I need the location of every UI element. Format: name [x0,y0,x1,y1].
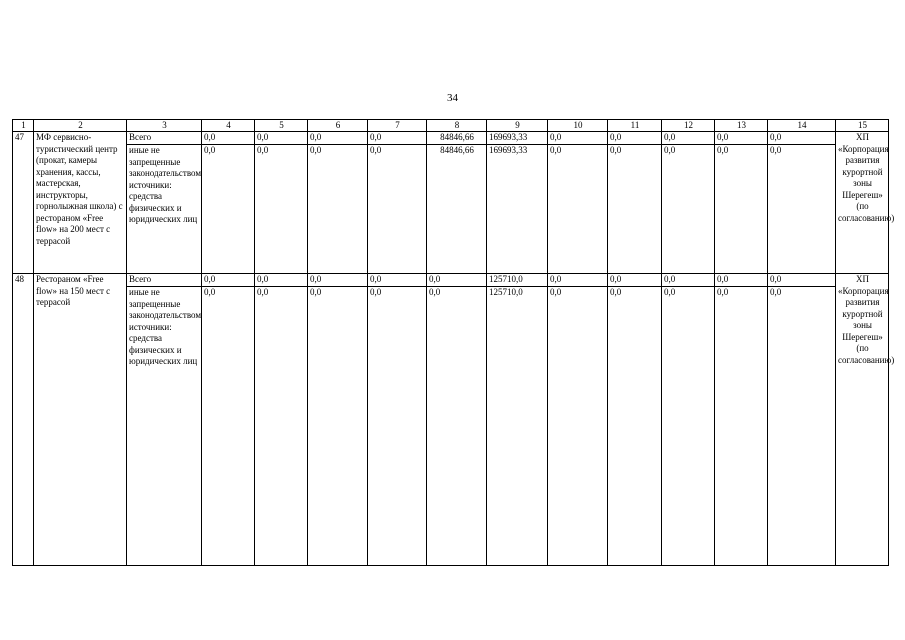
header-cell: 7 [368,120,427,132]
row-number: 47 [13,132,34,274]
table-row [13,274,889,287]
header-cell: 8 [427,120,487,132]
value-cell: 0,0 [427,274,487,287]
value-cell: 0,0 [662,132,715,145]
header-cell: 14 [768,120,836,132]
value-cell: 0,0 [662,274,715,287]
value-cell: 0,0 [202,145,255,274]
value-cell: 0,0 [715,287,768,566]
header-row [13,120,889,132]
object-name: МФ сервисно-туристический центр (прокат, камеры хранения, кассы, мастерская, инструкторы, горнолыжная школа) с рестораном «Free flow» на 200 мест с террасой [34,132,127,274]
header-cell: 6 [308,120,368,132]
value-cell: 0,0 [715,132,768,145]
table-row [13,287,889,566]
value-cell: 0,0 [608,145,662,274]
header-cell: 5 [255,120,308,132]
header-cell: 10 [548,120,608,132]
value-cell: 0,0 [548,287,608,566]
executor-cell [836,274,895,566]
value-cell: 0,0 [662,145,715,274]
value-cell: 0,0 [608,287,662,566]
value-cell: 0,0 [548,145,608,274]
value-cell: 0,0 [608,132,662,145]
value-cell: 125710,0 [487,274,548,287]
value-cell: 125710,0 [487,287,548,566]
value-cell: 0,0 [768,145,836,274]
value-cell: 0,0 [202,287,255,566]
value-cell: 0,0 [548,274,608,287]
value-cell: 0,0 [255,274,308,287]
header-cell: 13 [715,120,768,132]
value-cell: 0,0 [662,287,715,566]
executor-top: ХП [856,132,869,142]
value-cell: 0,0 [368,274,427,287]
executor-top: ХП [856,274,869,284]
header-cell: 4 [202,120,255,132]
header-cell: 15 [836,120,889,132]
value-cell: 0,0 [368,132,427,145]
value-cell: 0,0 [255,287,308,566]
value-cell: 0,0 [548,132,608,145]
value-cell: 0,0 [368,287,427,566]
value-cell: 0,0 [308,274,368,287]
value-cell: 0,0 [308,145,368,274]
page-number: 34 [447,92,458,104]
source-label: иные не запрещенные законодательством источники: средства физических и юридических лиц [127,287,202,566]
value-cell: 84846,66 [427,145,487,274]
table-row [13,145,889,274]
value-cell: 0,0 [715,145,768,274]
header-cell: 12 [662,120,715,132]
value-cell: 169693,33 [487,145,548,274]
executor-name: «Корпорация развития курортной зоны Шерегеш» (по согласованию) [838,285,895,365]
total-label: Всего [127,274,202,287]
value-cell: 0,0 [202,274,255,287]
header-cell: 3 [127,120,202,132]
value-cell: 0,0 [255,145,308,274]
value-cell: 0,0 [768,287,836,566]
value-cell: 0,0 [308,287,368,566]
budget-table [12,119,895,566]
object-name: Рестораном «Free flow» на 150 мест с террасой [34,274,127,566]
executor-name: «Корпорация развития курортной зоны Шерегеш» (по согласованию) [838,143,895,223]
executor-cell [836,132,895,274]
table-row [13,132,889,145]
header-cell: 2 [34,120,127,132]
value-cell: 0,0 [768,274,836,287]
header-cell: 1 [13,120,34,132]
value-cell: 0,0 [255,132,308,145]
header-cell: 9 [487,120,548,132]
value-cell: 84846,66 [427,132,487,145]
value-cell: 0,0 [768,132,836,145]
row-number: 48 [13,274,34,566]
value-cell: 0,0 [368,145,427,274]
value-cell: 169693,33 [487,132,548,145]
header-cell: 11 [608,120,662,132]
value-cell: 0,0 [308,132,368,145]
total-label: Всего [127,132,202,145]
value-cell: 0,0 [202,132,255,145]
value-cell: 0,0 [715,274,768,287]
source-label: иные не запрещенные законодательством источники: средства физических и юридических лиц [127,145,202,274]
value-cell: 0,0 [608,274,662,287]
value-cell: 0,0 [427,287,487,566]
